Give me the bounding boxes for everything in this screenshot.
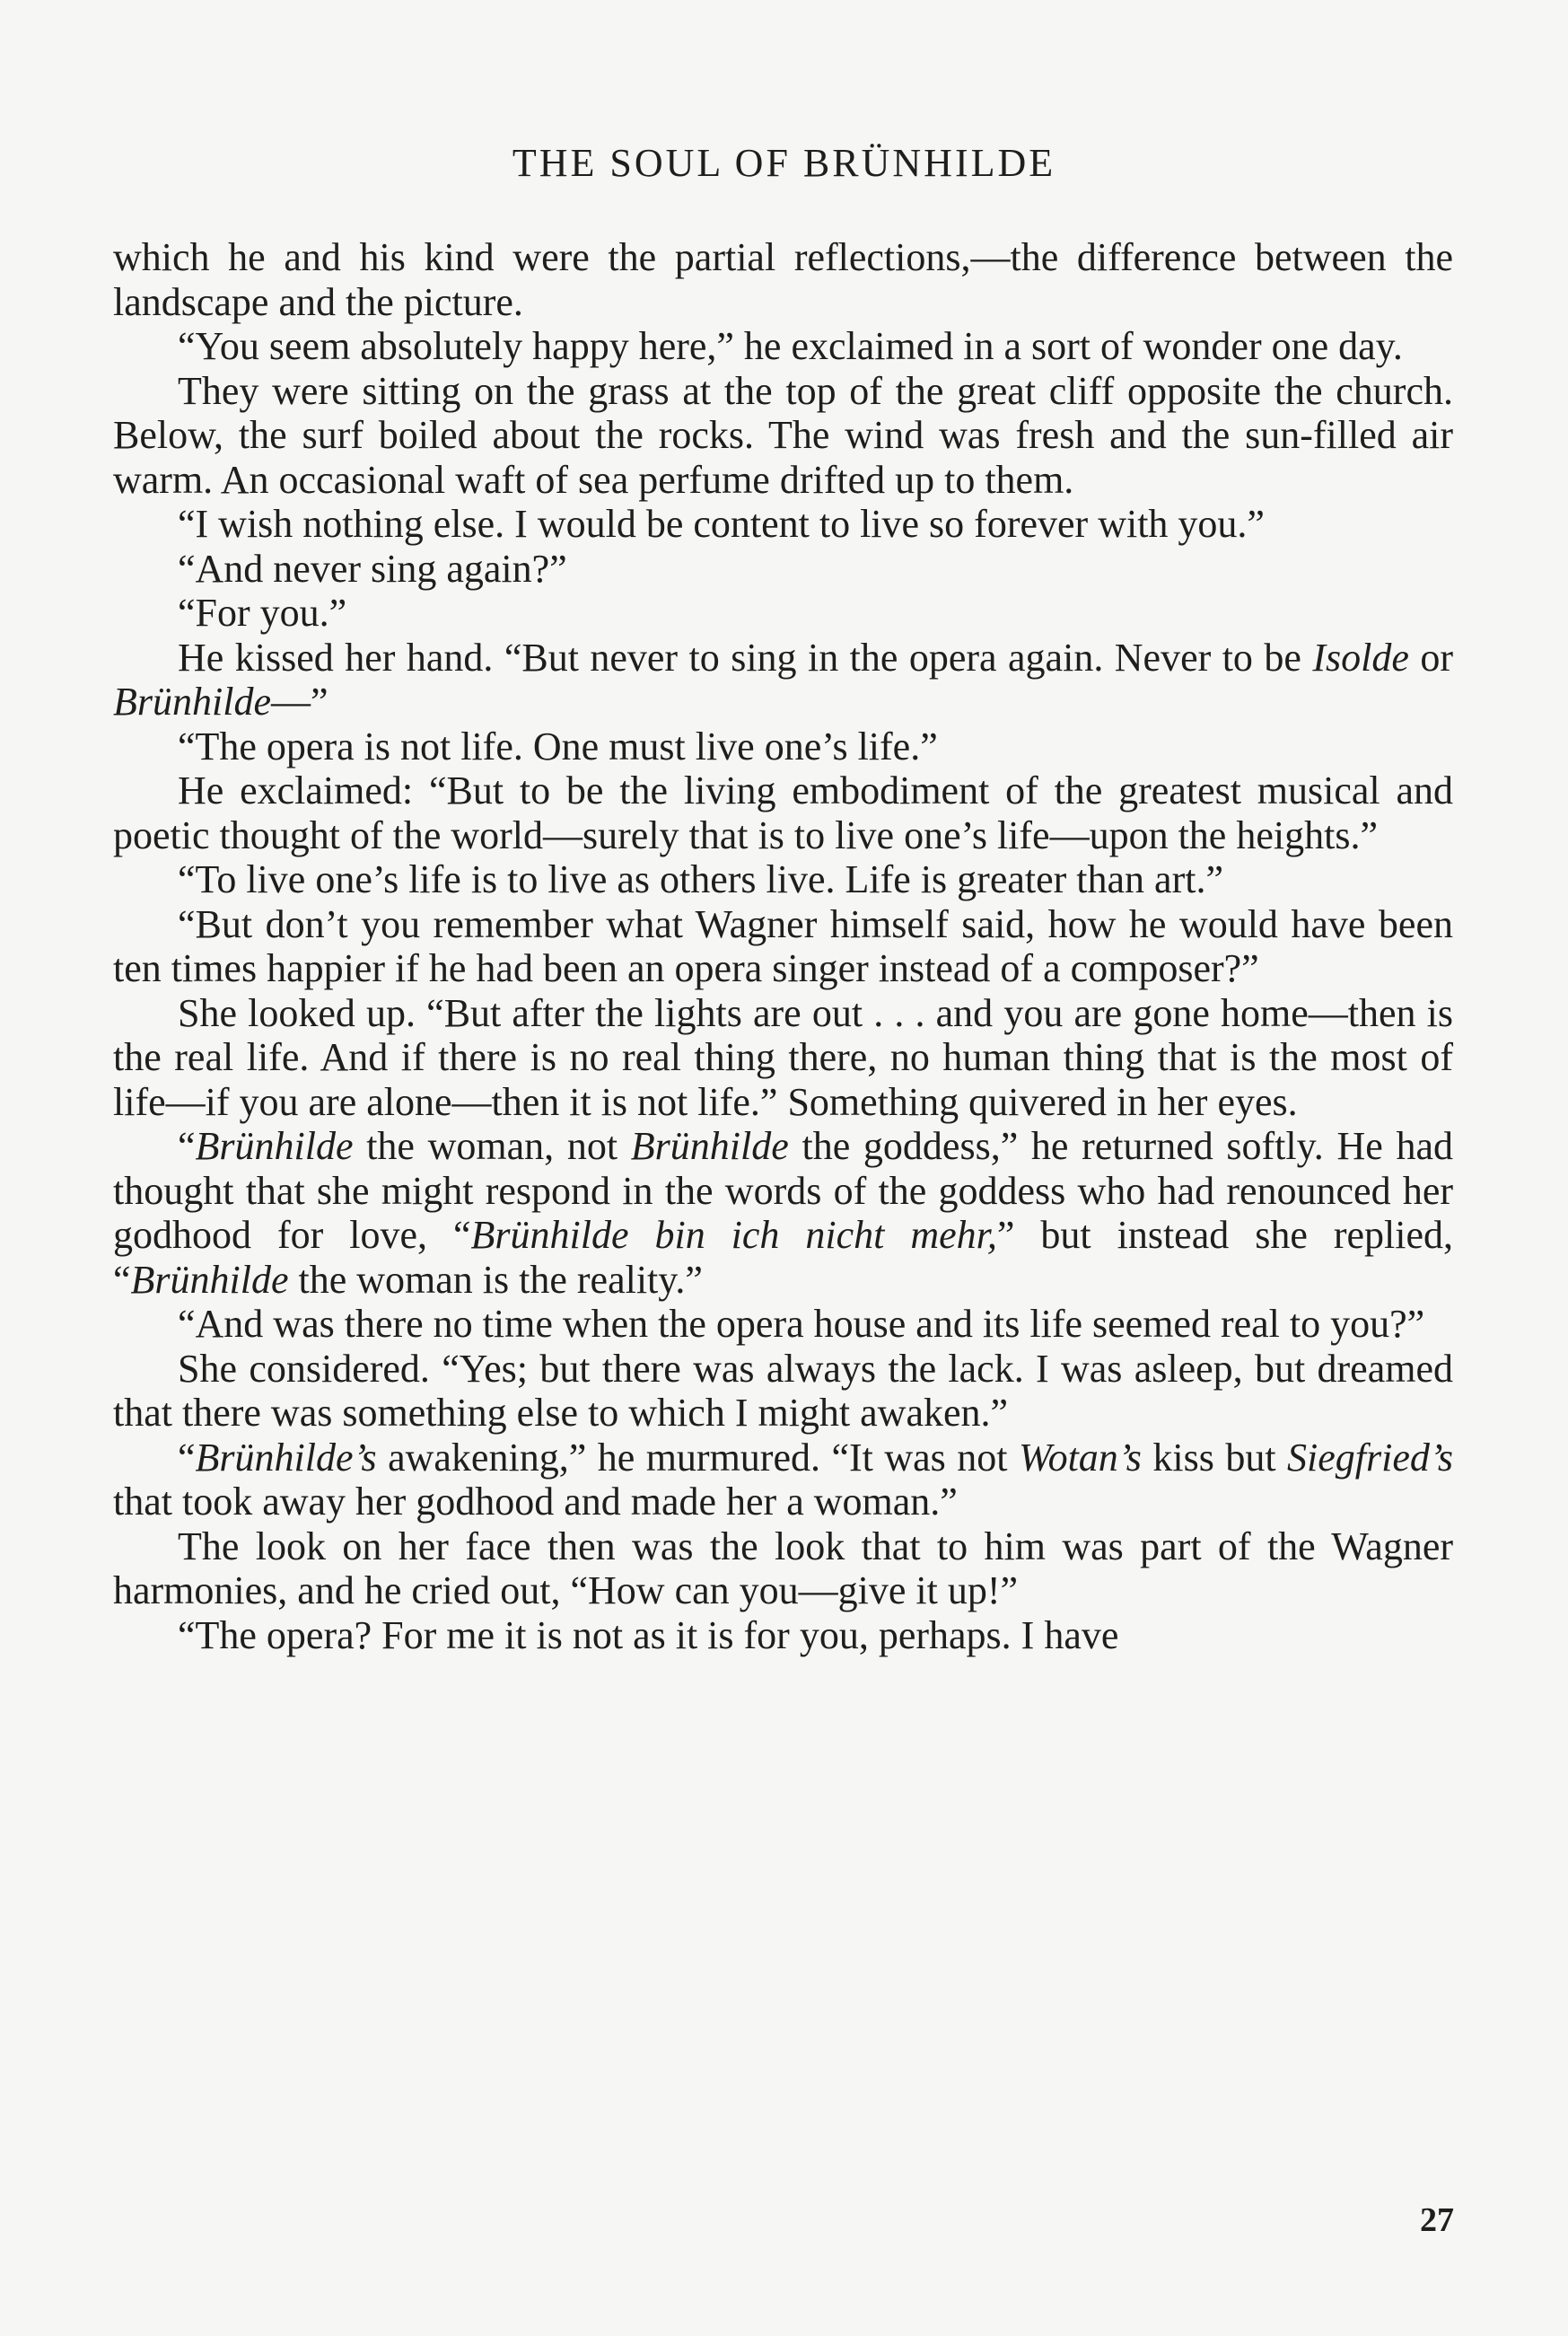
- text-run: “To live one’s life is to live as others live. Life is greater than art.”: [178, 857, 1223, 901]
- paragraph: [113, 369, 1453, 503]
- italic-text-run: Brünhilde: [195, 1124, 354, 1168]
- body-text: [113, 235, 1453, 1657]
- text-run: They were sitting on the grass at the top of the great cliff opposite the church. Below, the surf boiled about the rocks. The wind was fresh and the sun-filled air warm. An occasional waft of sea perfume drifted up to them.: [113, 368, 1453, 502]
- italic-text-run: Siegfried’s: [1287, 1435, 1453, 1480]
- text-run: She considered. “Yes; but there was always the lack. I was asleep, but dreamed that there was something else to which I might awaken.”: [113, 1346, 1453, 1435]
- italic-text-run: Isolde: [1312, 635, 1409, 680]
- paragraph: [113, 1613, 1453, 1658]
- text-run: the woman, not: [353, 1124, 631, 1168]
- text-run: “And never sing again?”: [178, 546, 567, 591]
- text-run: “: [178, 1124, 196, 1168]
- running-head: THE SOUL OF BRÜNHILDE: [512, 141, 1056, 185]
- text-run: or: [1408, 635, 1453, 680]
- text-run: He kissed her hand. “But never to sing in the opera again. Never to be: [178, 635, 1313, 680]
- text-run: the woman is the reality.”: [288, 1257, 703, 1302]
- italic-text-run: Wotan’s: [1018, 1435, 1142, 1480]
- paragraph: [113, 324, 1453, 369]
- text-run: “But don’t you remember what Wagner himself said, how he would have been ten times happier if he had been an opera singer instead of a composer?”: [113, 901, 1453, 990]
- text-run: He exclaimed: “But to be the living embodiment of the greatest musical and poetic thought of the world—surely that is to live one’s life—upon the heights.”: [113, 768, 1453, 857]
- paragraph: [113, 591, 1453, 636]
- text-run: “The opera is not life. One must live one’s life.”: [178, 724, 938, 768]
- text-run: the goddess,” he returned softly. He had thought that she might respond in the words of the goddess who had renounced her godhood for love, “: [113, 1124, 1453, 1257]
- text-run: The look on her face then was the look that to him was part of the Wagner harmonies, and he cried out, “How can you—give it up!”: [113, 1524, 1453, 1612]
- paragraph: [113, 547, 1453, 592]
- italic-text-run: Brünhilde’s: [195, 1435, 377, 1480]
- paragraph: [113, 857, 1453, 902]
- text-run: kiss but: [1141, 1435, 1288, 1480]
- paragraph: [113, 1524, 1453, 1613]
- text-run: She looked up. “But after the lights are out . . . and you are gone home—then is the real life. And if there is no real thing there, no human thing that is the most of life—if you are alone—then it is not life.” Something quivered in her eyes.: [113, 990, 1453, 1124]
- italic-text-run: Brünhilde: [630, 1124, 789, 1168]
- paragraph: [113, 768, 1453, 857]
- text-run: “: [178, 1435, 196, 1480]
- text-run: ” but instead she replied, “: [113, 1213, 1453, 1302]
- paragraph: [113, 725, 1453, 769]
- paragraph: [113, 1436, 1453, 1524]
- text-run: which he and his kind were the partial reflections,—the difference between the landscape and the picture.: [113, 235, 1453, 324]
- paragraph: [113, 902, 1453, 991]
- paragraph: [113, 1347, 1453, 1436]
- paragraph: [113, 1124, 1453, 1302]
- italic-text-run: Brünhilde bin ich nicht mehr,: [470, 1213, 997, 1257]
- paragraph: [113, 1302, 1453, 1347]
- text-run: “I wish nothing else. I would be content to live so forever with you.”: [178, 502, 1265, 546]
- italic-text-run: Brünhilde: [113, 680, 271, 724]
- text-run: that took away her godhood and made her a woman.”: [113, 1480, 958, 1524]
- paragraph: [113, 991, 1453, 1125]
- text-run: “And was there no time when the opera house and its life seemed real to you?”: [178, 1302, 1425, 1346]
- paragraph: [113, 636, 1453, 725]
- paragraph: [113, 502, 1453, 547]
- paragraph: [113, 235, 1453, 324]
- text-run: “The opera? For me it is not as it is for you, perhaps. I have: [178, 1612, 1119, 1657]
- text-run: “For you.”: [178, 591, 347, 635]
- text-run: “You seem absolutely happy here,” he exclaimed in a sort of wonder one day.: [178, 324, 1403, 368]
- page-number: 27: [1420, 2201, 1454, 2239]
- text-run: awakening,” he murmured. “It was not: [376, 1435, 1019, 1480]
- italic-text-run: Brünhilde: [130, 1257, 289, 1302]
- text-run: —”: [270, 680, 328, 724]
